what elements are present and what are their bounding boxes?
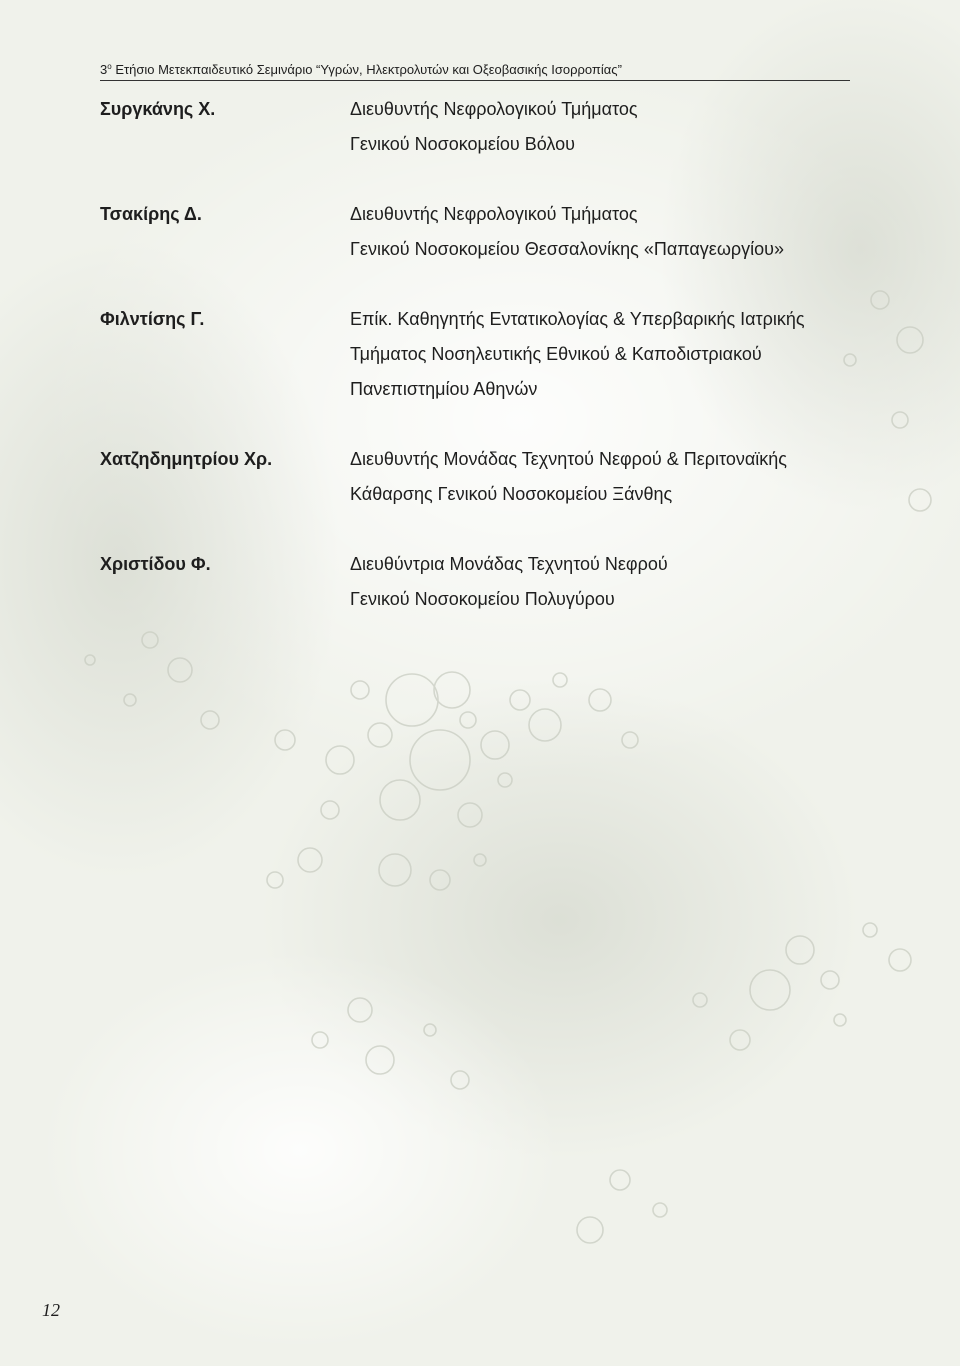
- affiliation-line: Γενικού Νοσοκομείου Θεσσαλονίκης «Παπαγεωργίου»: [350, 239, 784, 259]
- affiliation-line: Κάθαρσης Γενικού Νοσοκομείου Ξάνθης: [350, 484, 673, 504]
- page-number: 12: [42, 1300, 60, 1320]
- faculty-affiliation: [350, 92, 860, 162]
- affiliation-line: Γενικού Νοσοκομείου Βόλου: [350, 134, 575, 154]
- running-header: [100, 59, 850, 81]
- affiliation-line: Διευθυντής Μονάδας Τεχνητού Νεφρού & Περιτοναϊκής: [350, 449, 787, 469]
- faculty-name: Χριστίδου Φ.: [100, 554, 211, 574]
- faculty-entry: [100, 547, 860, 617]
- header-ordinal-suffix: ο: [107, 62, 112, 71]
- faculty-name: Φιλντίσης Γ.: [100, 309, 205, 329]
- faculty-affiliation: [350, 547, 860, 617]
- affiliation-line: Επίκ. Καθηγητής Εντατικολογίας & Υπερβαρικής Ιατρικής: [350, 309, 805, 329]
- affiliation-line: Διευθυντής Νεφρολογικού Τμήματος: [350, 99, 638, 119]
- faculty-list: [100, 92, 860, 652]
- faculty-affiliation: [350, 197, 860, 267]
- faculty-name: Τσακίρης Δ.: [100, 204, 202, 224]
- faculty-name: Χατζηδημητρίου Χρ.: [100, 449, 273, 469]
- header-ordinal: 3: [100, 62, 108, 77]
- header-title: Ετήσιο Μετεκπαιδευτικό Σεμινάριο “Υγρών, Ηλεκτρολυτών και Οξεοβασικής Ισορροπίας”: [115, 62, 622, 77]
- affiliation-line: Πανεπιστημίου Αθηνών: [350, 379, 538, 399]
- affiliation-line: Τμήματος Νοσηλευτικής Εθνικού & Καποδιστριακού: [350, 344, 762, 364]
- faculty-entry: [100, 92, 860, 162]
- faculty-name: Συργκάνης Χ.: [100, 99, 216, 119]
- faculty-affiliation: [350, 302, 860, 407]
- affiliation-line: Διευθυντής Νεφρολογικού Τμήματος: [350, 204, 638, 224]
- faculty-affiliation: [350, 442, 860, 512]
- faculty-entry: [100, 302, 860, 407]
- faculty-entry: [100, 442, 860, 512]
- faculty-entry: [100, 197, 860, 267]
- affiliation-line: Διευθύντρια Μονάδας Τεχνητού Νεφρού: [350, 554, 668, 574]
- affiliation-line: Γενικού Νοσοκομείου Πολυγύρου: [350, 589, 615, 609]
